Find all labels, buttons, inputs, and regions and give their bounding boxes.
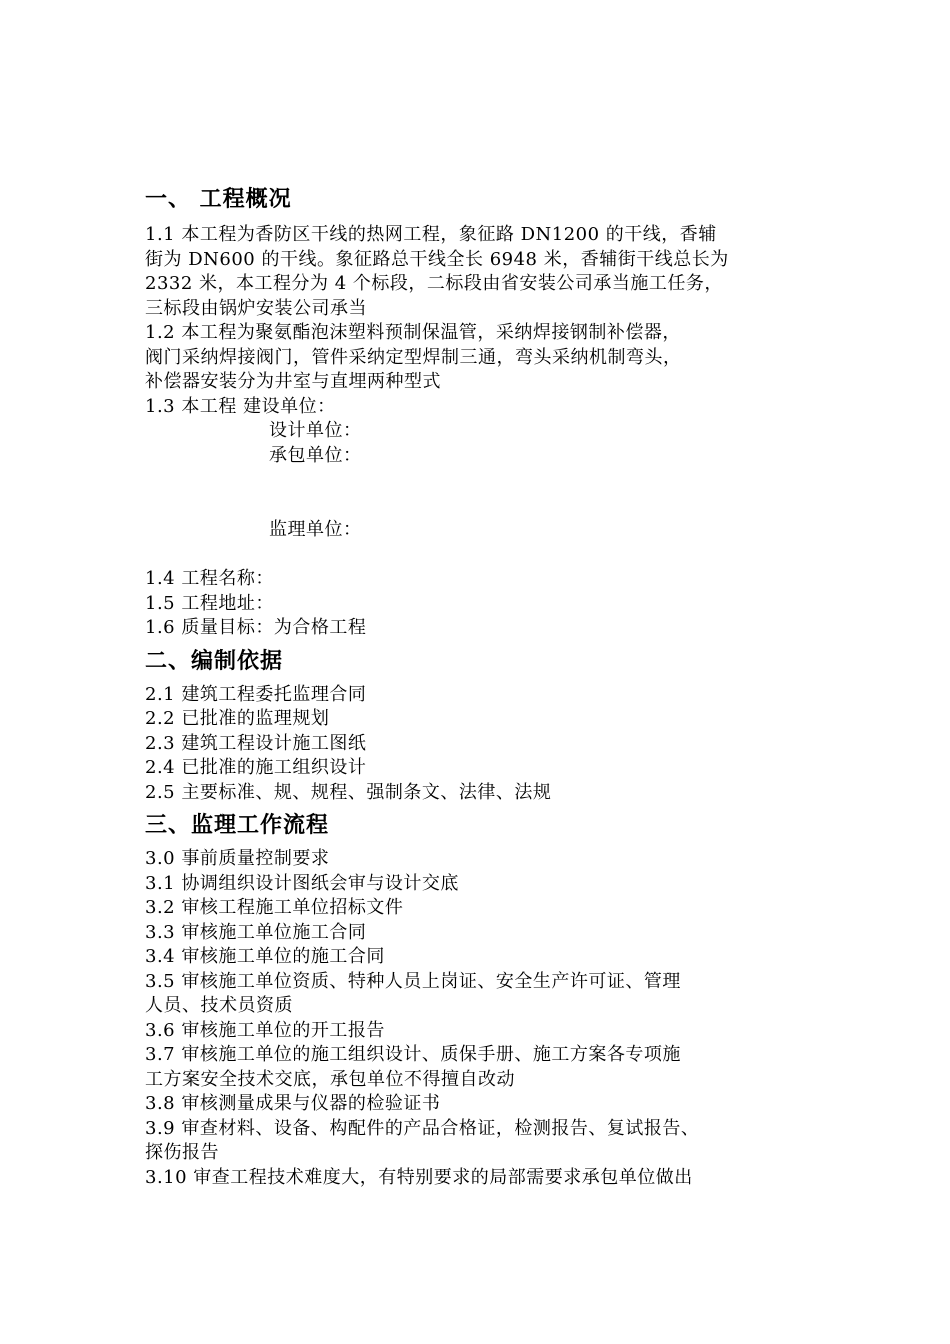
text-line: 补偿器安装分为井室与直埋两种型式 bbox=[145, 371, 441, 392]
section-2-heading: 二、编制依据 bbox=[145, 648, 284, 674]
list-item: 3.8 审核测量成果与仪器的检验证书 bbox=[145, 1093, 441, 1114]
text-line: 1.2 本工程为聚氨酯泡沫塑料预制保温管，采纳焊接钢制补偿器， bbox=[145, 322, 681, 343]
paragraph-1-1 bbox=[145, 223, 815, 321]
text-line: 阀门采纳焊接阀门，管件采纳定型焊制三通，弯头采纳机制弯头， bbox=[145, 346, 682, 368]
list-item: 3.7 审核施工单位的施工组织设计、质保手册、施工方案各专项施 bbox=[145, 1044, 681, 1065]
text-line: 2332 米，本工程分为 4 个标段，二标段由省安装公司承当施工任务， bbox=[145, 273, 723, 294]
construction-unit-line: 1.3 本工程 建设单位： bbox=[145, 395, 336, 417]
paragraph-1-2 bbox=[145, 321, 815, 395]
list-item: 2.4 已批准的施工组织设计 bbox=[145, 757, 367, 778]
project-name-line: 1.4 工程名称： bbox=[145, 568, 274, 589]
list-item: 人员、技术员资质 bbox=[145, 995, 293, 1016]
list-item: 3.6 审核施工单位的开工报告 bbox=[145, 1019, 385, 1041]
blank-spacer bbox=[145, 543, 815, 568]
supervisor-unit-line: 监理单位： bbox=[269, 519, 362, 540]
list-item: 3.0 事前质量控制要求 bbox=[145, 848, 330, 869]
design-unit-line: 设计单位： bbox=[269, 420, 362, 441]
section-1-heading: 一、 工程概况 bbox=[145, 187, 292, 212]
quality-target-line: 1.6 质量目标：为合格工程 bbox=[145, 617, 367, 638]
section-2-list bbox=[145, 683, 815, 806]
project-address-line: 1.5 工程地址： bbox=[145, 592, 274, 614]
list-item: 2.3 建筑工程设计施工图纸 bbox=[145, 732, 367, 754]
list-item: 3.4 审核施工单位的施工合同 bbox=[145, 946, 385, 967]
text-line: 1.1 本工程为香防区干线的热网工程，象征路 DN1200 的干线，香辅 bbox=[145, 224, 717, 245]
list-item: 3.9 审查材料、设备、构配件的产品合格证，检测报告、复试报告、 bbox=[145, 1117, 700, 1139]
document-page bbox=[145, 183, 815, 1190]
paragraph-1-3 bbox=[145, 395, 815, 568]
list-item: 2.2 已批准的监理规划 bbox=[145, 708, 330, 729]
list-item: 3.1 协调组织设计图纸会审与设计交底 bbox=[145, 872, 459, 894]
list-item: 2.1 建筑工程委托监理合同 bbox=[145, 683, 367, 705]
list-item: 2.5 主要标准、规、规程、强制条文、法律、法规 bbox=[145, 781, 552, 803]
list-item: 3.3 审核施工单位施工合同 bbox=[145, 921, 367, 943]
section-3-list bbox=[145, 847, 815, 1190]
list-item: 工方案安全技术交底，承包单位不得擅自改动 bbox=[145, 1068, 515, 1090]
text-line: 三标段由锅炉安装公司承当 bbox=[145, 297, 367, 319]
text-line: 街为 DN600 的干线。象征路总干线全长 6948 米，香辅街干线总长为 bbox=[145, 248, 729, 270]
list-item: 3.10 审查工程技术难度大，有特别要求的局部需要求承包单位做出 bbox=[145, 1166, 693, 1188]
contractor-unit-line: 承包单位： bbox=[269, 444, 362, 466]
list-item: 探伤报告 bbox=[145, 1142, 219, 1163]
list-item: 3.2 审核工程施工单位招标文件 bbox=[145, 897, 404, 918]
section-3-heading: 三、监理工作流程 bbox=[145, 813, 330, 838]
list-item: 3.5 审核施工单位资质、特种人员上岗证、安全生产许可证、管理 bbox=[145, 970, 681, 992]
blank-spacer bbox=[145, 468, 815, 518]
